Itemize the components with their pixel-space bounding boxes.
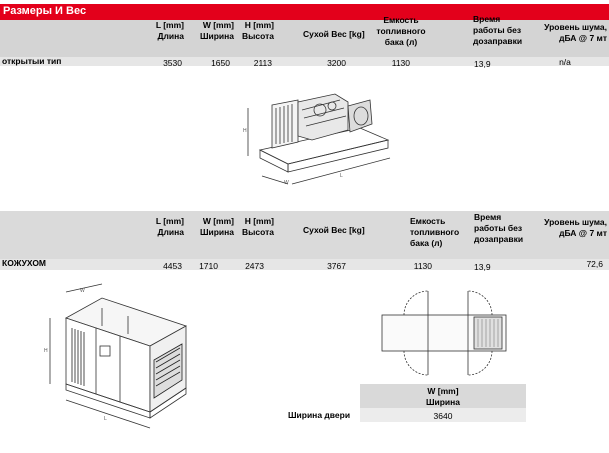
canopy-drawing-w-label: W xyxy=(80,288,85,294)
canopy-value-runtime: 13,9 xyxy=(474,262,491,272)
canopy-col-l-header: L [mm] Длина xyxy=(155,216,184,237)
open-value-h: 2113 xyxy=(253,58,272,68)
open-col-runtime-header: Время работы без дозаправки xyxy=(473,14,523,46)
open-col-noise-header: Уровень шума, дБА @ 7 мт xyxy=(544,22,607,43)
open-row-label: открытыи тип xyxy=(2,56,62,66)
canopy-value-h: 2473 xyxy=(245,261,264,271)
open-value-weight: 3200 xyxy=(327,58,346,68)
open-value-tank: 1130 xyxy=(391,58,410,68)
canopy-value-noise: 72,6 xyxy=(586,259,603,269)
canopy-drawing-h-label: H xyxy=(44,348,48,354)
open-drawing-l-label: L xyxy=(340,173,343,179)
canopy-top-view-doors-drawing xyxy=(368,283,528,383)
canopy-value-weight: 3767 xyxy=(327,261,346,271)
open-col-weight-header: Сухой Вес [kg] xyxy=(303,29,365,39)
canopy-col-noise-header: Уровень шума, дБА @ 7 мт xyxy=(544,217,607,238)
open-table-value-row xyxy=(0,57,609,66)
open-col-w-header: W [mm] Ширина xyxy=(199,20,234,41)
open-value-l: 3530 xyxy=(163,58,182,68)
canopy-col-w-header: W [mm] Ширина xyxy=(199,216,234,237)
open-col-l-header: L [mm] Длина xyxy=(155,20,184,41)
canopy-col-h-header: H [mm] Высота xyxy=(242,216,274,237)
open-type-generator-drawing xyxy=(240,80,400,190)
canopy-col-runtime-header: Время работы без дозаправки xyxy=(474,212,524,244)
canopy-drawing-l-label: L xyxy=(104,416,107,422)
canopy-row-label: КОЖУХОМ xyxy=(2,258,47,268)
open-col-tank-header: Емкость топливного бака (л) xyxy=(376,15,426,47)
canopy-value-tank: 1130 xyxy=(413,261,432,271)
open-value-w: 1650 xyxy=(211,58,230,68)
section-title: Размеры И Вес xyxy=(3,5,87,17)
open-col-h-header: H [mm] Высота xyxy=(242,20,274,41)
open-value-runtime: 13,9 xyxy=(474,59,491,69)
open-value-noise: n/a xyxy=(559,57,571,67)
open-drawing-h-label: H xyxy=(243,128,247,134)
door-col-w-header: W [mm] Ширина xyxy=(425,386,461,407)
door-row-label: Ширина двери xyxy=(288,410,351,420)
canopy-col-tank-header: Емкость топливного бака (л) xyxy=(410,216,460,248)
door-value: 3640 xyxy=(433,411,453,421)
open-drawing-w-label: W xyxy=(284,180,289,186)
canopy-value-w: 1710 xyxy=(199,261,218,271)
canopy-col-weight-header: Сухой Вес [kg] xyxy=(303,225,365,235)
canopy-generator-drawing xyxy=(40,288,200,436)
canopy-table-value-row xyxy=(0,259,609,270)
canopy-value-l: 4453 xyxy=(163,261,182,271)
